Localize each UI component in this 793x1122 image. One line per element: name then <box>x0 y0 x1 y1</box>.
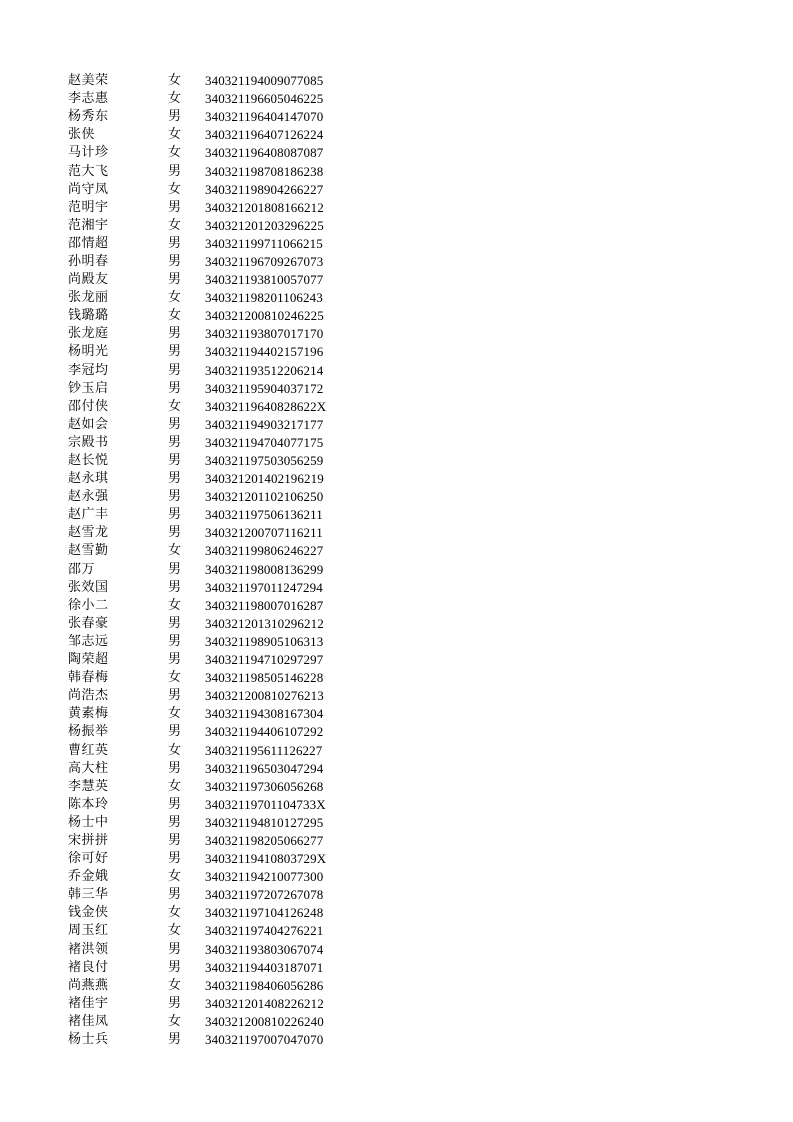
gender-cell: 男 <box>168 814 182 830</box>
name-cell: 赵如会 <box>68 416 109 432</box>
table-row <box>68 271 388 289</box>
table-row <box>68 705 388 723</box>
id-number-cell: 34032119410803729X <box>205 851 327 867</box>
id-number-cell: 340321201203296225 <box>205 217 324 233</box>
name-cell: 钱金侠 <box>68 905 109 921</box>
table-row <box>68 506 388 524</box>
gender-cell: 男 <box>168 199 182 215</box>
gender-cell: 女 <box>168 91 182 107</box>
gender-cell: 男 <box>168 326 182 342</box>
id-number-cell: 340321196605046225 <box>205 91 324 107</box>
gender-cell: 女 <box>168 670 182 686</box>
gender-cell: 男 <box>168 344 182 360</box>
table-row <box>68 687 388 705</box>
table-row <box>68 199 388 217</box>
table-row <box>68 1031 388 1049</box>
table-row <box>68 760 388 778</box>
id-number-cell: 340321197007047070 <box>205 1032 324 1048</box>
name-cell: 张龙庭 <box>68 326 109 342</box>
gender-cell: 男 <box>168 362 182 378</box>
gender-cell: 男 <box>168 380 182 396</box>
table-row <box>68 398 388 416</box>
id-number-cell: 340321201310296212 <box>205 615 324 631</box>
name-cell: 褚洪领 <box>68 941 109 957</box>
name-cell: 张龙丽 <box>68 290 109 306</box>
gender-cell: 男 <box>168 561 182 577</box>
name-cell: 尚守凤 <box>68 181 109 197</box>
gender-cell: 女 <box>168 217 182 233</box>
table-row <box>68 1013 388 1031</box>
table-row <box>68 615 388 633</box>
gender-cell: 男 <box>168 416 182 432</box>
gender-cell: 女 <box>168 145 182 161</box>
id-number-cell: 340321197404276221 <box>205 923 324 939</box>
table-row <box>68 524 388 542</box>
name-cell: 杨振举 <box>68 724 109 740</box>
gender-cell: 男 <box>168 688 182 704</box>
gender-cell: 女 <box>168 778 182 794</box>
name-cell: 杨明光 <box>68 344 109 360</box>
gender-cell: 男 <box>168 163 182 179</box>
gender-cell: 女 <box>168 742 182 758</box>
gender-cell: 女 <box>168 308 182 324</box>
name-cell: 韩三华 <box>68 887 109 903</box>
id-number-cell: 340321198008136299 <box>205 561 324 577</box>
name-cell: 赵永琪 <box>68 471 109 487</box>
name-cell: 赵长悦 <box>68 453 109 469</box>
id-number-cell: 340321198205066277 <box>205 832 324 848</box>
table-row <box>68 633 388 651</box>
id-number-cell: 340321197503056259 <box>205 453 324 469</box>
id-number-cell: 340321201408226212 <box>205 995 324 1011</box>
gender-cell: 女 <box>168 923 182 939</box>
id-number-cell: 340321194308167304 <box>205 706 324 722</box>
gender-cell: 男 <box>168 832 182 848</box>
table-row <box>68 561 388 579</box>
name-cell: 杨士中 <box>68 814 109 830</box>
table-row <box>68 796 388 814</box>
gender-cell: 男 <box>168 851 182 867</box>
name-cell: 范大飞 <box>68 163 109 179</box>
table-row <box>68 434 388 452</box>
name-cell: 张春豪 <box>68 615 109 631</box>
table-row <box>68 217 388 235</box>
name-cell: 周玉红 <box>68 923 109 939</box>
table-row <box>68 90 388 108</box>
table-row <box>68 741 388 759</box>
gender-cell: 男 <box>168 887 182 903</box>
gender-cell: 男 <box>168 959 182 975</box>
table-row <box>68 597 388 615</box>
gender-cell: 女 <box>168 977 182 993</box>
name-cell: 杨秀东 <box>68 109 109 125</box>
id-number-cell: 340321198505146228 <box>205 670 324 686</box>
gender-cell: 男 <box>168 109 182 125</box>
name-cell: 马计珍 <box>68 145 109 161</box>
name-cell: 高大柱 <box>68 760 109 776</box>
gender-cell: 男 <box>168 615 182 631</box>
id-number-cell: 340321195904037172 <box>205 380 324 396</box>
gender-cell: 男 <box>168 235 182 251</box>
gender-cell: 女 <box>168 127 182 143</box>
name-cell: 范明宇 <box>68 199 109 215</box>
table-row <box>68 579 388 597</box>
id-number-cell: 340321194210077300 <box>205 869 324 885</box>
id-number-cell: 340321197306056268 <box>205 778 324 794</box>
id-number-cell: 340321195611126227 <box>205 742 323 758</box>
name-cell: 赵雪龙 <box>68 525 109 541</box>
gender-cell: 男 <box>168 489 182 505</box>
table-row <box>68 162 388 180</box>
name-cell: 徐小二 <box>68 597 109 613</box>
name-cell: 黄素梅 <box>68 706 109 722</box>
table-row <box>68 416 388 434</box>
id-number-cell: 340321197104126248 <box>205 905 324 921</box>
id-number-cell: 340321201102106250 <box>205 489 324 505</box>
id-number-cell: 340321198708186238 <box>205 163 324 179</box>
id-number-cell: 340321199806246227 <box>205 543 324 559</box>
name-cell: 宋拼拼 <box>68 832 109 848</box>
roster-table <box>68 72 388 1049</box>
name-cell: 邵付侠 <box>68 398 109 414</box>
table-row <box>68 850 388 868</box>
table-row <box>68 542 388 560</box>
gender-cell: 女 <box>168 905 182 921</box>
table-row <box>68 72 388 90</box>
id-number-cell: 340321196404147070 <box>205 109 324 125</box>
id-number-cell: 340321200810246225 <box>205 308 324 324</box>
id-number-cell: 340321200707116211 <box>205 525 323 541</box>
gender-cell: 女 <box>168 597 182 613</box>
table-row <box>68 922 388 940</box>
gender-cell: 女 <box>168 290 182 306</box>
table-row <box>68 343 388 361</box>
id-number-cell: 340321198406056286 <box>205 977 324 993</box>
table-row <box>68 380 388 398</box>
name-cell: 邹志远 <box>68 633 109 649</box>
id-number-cell: 340321199711066215 <box>205 235 323 251</box>
table-row <box>68 181 388 199</box>
id-number-cell: 340321201402196219 <box>205 471 324 487</box>
table-row <box>68 108 388 126</box>
id-number-cell: 340321193803067074 <box>205 941 324 957</box>
gender-cell: 女 <box>168 543 182 559</box>
gender-cell: 男 <box>168 453 182 469</box>
name-cell: 钞玉启 <box>68 380 109 396</box>
table-row <box>68 959 388 977</box>
table-row <box>68 651 388 669</box>
gender-cell: 男 <box>168 724 182 740</box>
name-cell: 宗殿书 <box>68 434 109 450</box>
name-cell: 李慧英 <box>68 778 109 794</box>
table-row <box>68 289 388 307</box>
id-number-cell: 340321193807017170 <box>205 326 324 342</box>
table-row <box>68 452 388 470</box>
gender-cell: 男 <box>168 760 182 776</box>
table-row <box>68 941 388 959</box>
name-cell: 邵万 <box>68 561 96 577</box>
name-cell: 赵雪勤 <box>68 543 109 559</box>
id-number-cell: 340321196408087087 <box>205 145 324 161</box>
table-row <box>68 126 388 144</box>
gender-cell: 男 <box>168 253 182 269</box>
id-number-cell: 340321200810226240 <box>205 1013 324 1029</box>
id-number-cell: 340321198905106313 <box>205 633 324 649</box>
name-cell: 赵永强 <box>68 489 109 505</box>
id-number-cell: 340321198201106243 <box>205 290 323 306</box>
name-cell: 赵美荣 <box>68 73 109 89</box>
name-cell: 曹红英 <box>68 742 109 758</box>
table-row <box>68 977 388 995</box>
name-cell: 范湘宇 <box>68 217 109 233</box>
id-number-cell: 340321194810127295 <box>205 814 324 830</box>
name-cell: 尚浩杰 <box>68 688 109 704</box>
table-row <box>68 669 388 687</box>
id-number-cell: 340321201808166212 <box>205 199 324 215</box>
id-number-cell: 340321196709267073 <box>205 253 324 269</box>
table-row <box>68 868 388 886</box>
gender-cell: 男 <box>168 471 182 487</box>
id-number-cell: 34032119701104733X <box>205 796 326 812</box>
gender-cell: 女 <box>168 869 182 885</box>
name-cell: 陈本玲 <box>68 796 109 812</box>
id-number-cell: 340321197011247294 <box>205 579 323 595</box>
gender-cell: 男 <box>168 1032 182 1048</box>
table-row <box>68 470 388 488</box>
name-cell: 张侠 <box>68 127 96 143</box>
id-number-cell: 340321197207267078 <box>205 887 324 903</box>
id-number-cell: 340321193512206214 <box>205 362 324 378</box>
id-number-cell: 340321194903217177 <box>205 416 324 432</box>
name-cell: 褚佳宇 <box>68 995 109 1011</box>
id-number-cell: 340321194710297297 <box>205 652 324 668</box>
table-row <box>68 723 388 741</box>
gender-cell: 女 <box>168 181 182 197</box>
table-row <box>68 307 388 325</box>
id-number-cell: 340321200810276213 <box>205 688 324 704</box>
name-cell: 李冠均 <box>68 362 109 378</box>
table-row <box>68 362 388 380</box>
gender-cell: 女 <box>168 1013 182 1029</box>
table-row <box>68 144 388 162</box>
table-row <box>68 832 388 850</box>
gender-cell: 女 <box>168 73 182 89</box>
table-row <box>68 253 388 271</box>
name-cell: 韩春梅 <box>68 670 109 686</box>
gender-cell: 男 <box>168 633 182 649</box>
name-cell: 褚良付 <box>68 959 109 975</box>
id-number-cell: 340321198904266227 <box>205 181 324 197</box>
id-number-cell: 340321196407126224 <box>205 127 324 143</box>
gender-cell: 男 <box>168 652 182 668</box>
id-number-cell: 340321198007016287 <box>205 597 324 613</box>
gender-cell: 男 <box>168 579 182 595</box>
name-cell: 钱璐璐 <box>68 308 109 324</box>
name-cell: 杨士兵 <box>68 1032 109 1048</box>
gender-cell: 男 <box>168 941 182 957</box>
id-number-cell: 340321196503047294 <box>205 760 324 776</box>
gender-cell: 男 <box>168 796 182 812</box>
gender-cell: 男 <box>168 995 182 1011</box>
table-row <box>68 778 388 796</box>
id-number-cell: 340321194704077175 <box>205 434 324 450</box>
id-number-cell: 340321194403187071 <box>205 959 324 975</box>
gender-cell: 男 <box>168 507 182 523</box>
name-cell: 尚殿友 <box>68 272 109 288</box>
name-cell: 褚佳凤 <box>68 1013 109 1029</box>
gender-cell: 男 <box>168 434 182 450</box>
id-number-cell: 340321194009077085 <box>205 73 324 89</box>
id-number-cell: 340321194402157196 <box>205 344 324 360</box>
gender-cell: 女 <box>168 706 182 722</box>
name-cell: 邵情超 <box>68 235 109 251</box>
id-number-cell: 340321194406107292 <box>205 724 324 740</box>
name-cell: 赵广丰 <box>68 507 109 523</box>
table-row <box>68 886 388 904</box>
name-cell: 陶荣超 <box>68 652 109 668</box>
table-row <box>68 995 388 1013</box>
name-cell: 乔金娥 <box>68 869 109 885</box>
table-row <box>68 235 388 253</box>
table-row <box>68 814 388 832</box>
gender-cell: 女 <box>168 398 182 414</box>
id-number-cell: 340321193810057077 <box>205 272 324 288</box>
gender-cell: 男 <box>168 525 182 541</box>
id-number-cell: 340321197506136211 <box>205 507 323 523</box>
name-cell: 徐可好 <box>68 851 109 867</box>
name-cell: 张效国 <box>68 579 109 595</box>
table-row <box>68 904 388 922</box>
gender-cell: 男 <box>168 272 182 288</box>
table-row <box>68 325 388 343</box>
id-number-cell: 34032119640828622X <box>205 398 327 414</box>
table-row <box>68 488 388 506</box>
name-cell: 尚燕燕 <box>68 977 109 993</box>
name-cell: 李志惠 <box>68 91 109 107</box>
name-cell: 孙明春 <box>68 253 109 269</box>
